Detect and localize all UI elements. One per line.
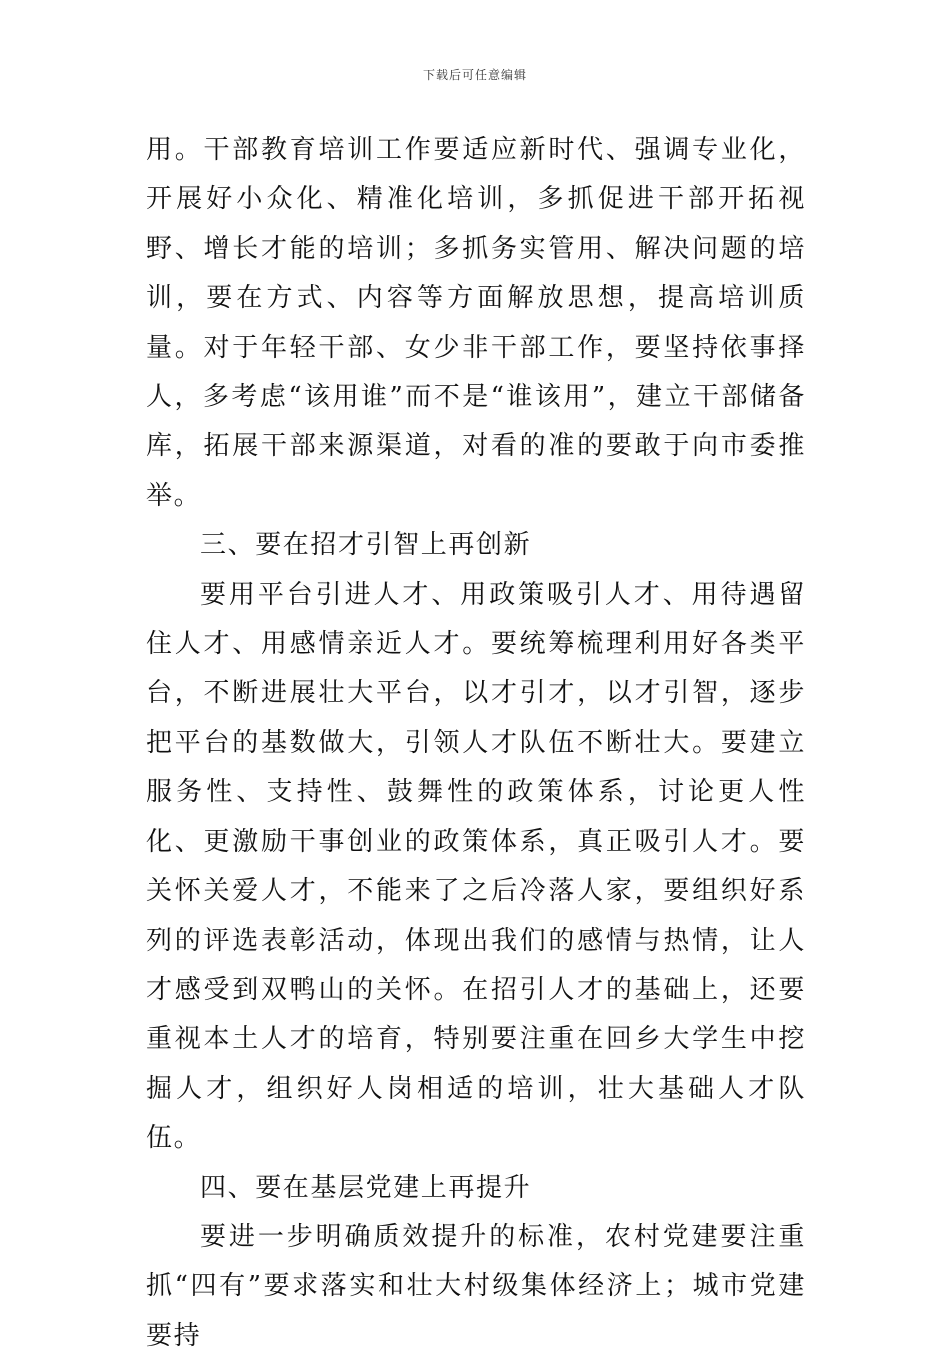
section-heading-4: 四、要在基层党建上再提升	[200, 1172, 532, 1203]
document-body	[146, 126, 806, 1361]
paragraph-party-building: 要进一步明确质效提升的标准，农村党建要注重抓“四有”要求落实和壮大村级集体经济上；城市党建要持	[146, 1221, 806, 1351]
page-header: 下载后可任意编辑	[422, 68, 527, 82]
paragraph-continuation: 用。干部教育培训工作要适应新时代、强调专业化，开展好小众化、精准化培训，多抓促进干部开拓视野、增长才能的培训；多抓务实管用、解决问题的培训，要在方式、内容等方面解放思想，提高培训质量。对于年轻干部、女少非干部工作，要坚持依事择人，多考虑“该用谁”而不是“谁该用”，建立干部储备库，拓展干部来源渠道，对看的准的要敢于向市委推举。	[146, 135, 806, 511]
paragraph-talent: 要用平台引进人才、用政策吸引人才、用待遇留住人才、用感情亲近人才。要统筹梳理利用好各类平台，不断进展壮大平台，以才引才，以才引智，逐步把平台的基数做大，引领人才队伍不断壮大。要建立服务性、支持性、鼓舞性的政策体系，讨论更人性化、更激励干事创业的政策体系，真正吸引人才。要关怀关爱人才，不能来了之后冷落人家，要组织好系列的评选表彰活动，体现出我们的感情与热情，让人才感受到双鸭山的关怀。在招引人才的基础上，还要重视本土人才的培育，特别要注重在回乡大学生中挖掘人才，组织好人岗相适的培训，壮大基础人才队伍。	[146, 579, 806, 1154]
section-heading-3: 三、要在招才引智上再创新	[200, 530, 532, 561]
